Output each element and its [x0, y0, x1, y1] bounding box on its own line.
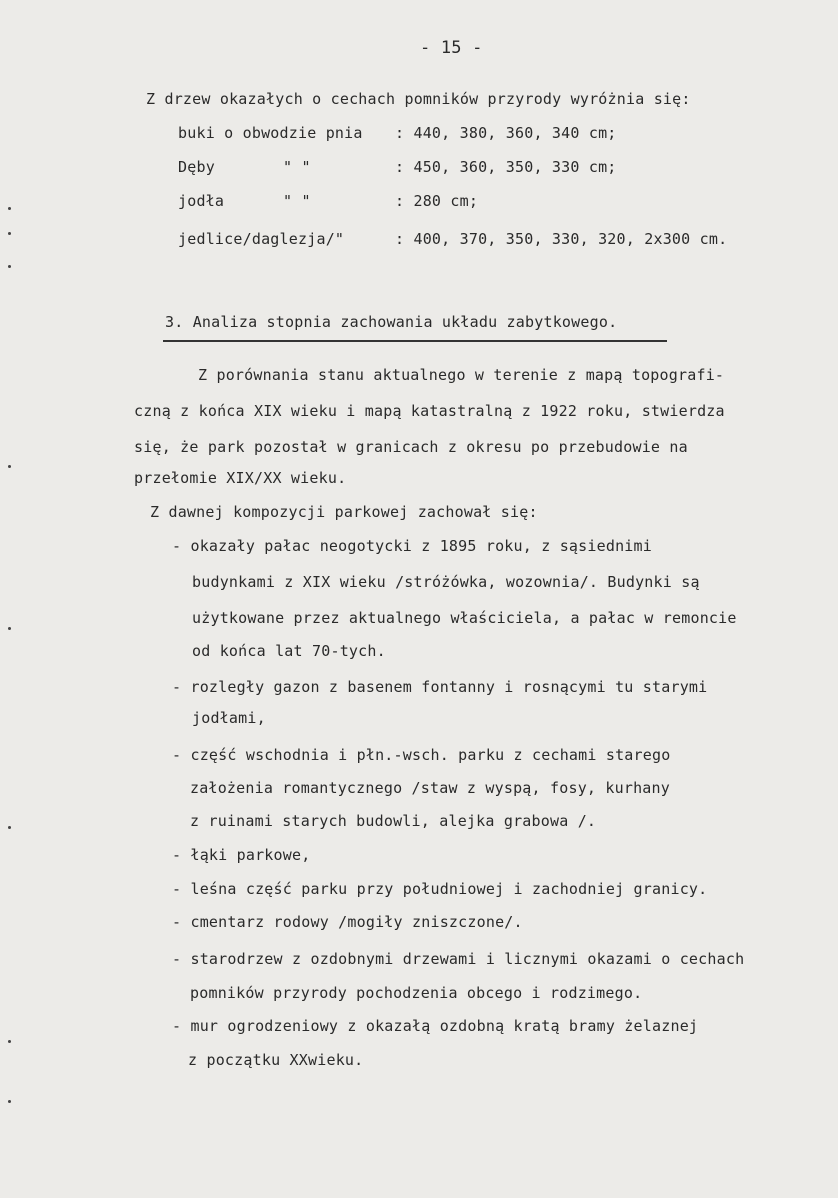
list-line: - okazały pałac neogotycki z 1895 roku, z sąsiednimi	[172, 537, 652, 555]
margin-dot	[8, 465, 11, 468]
page-number: - 15 -	[420, 38, 483, 58]
list-line: - leśna część parku przy południowej i zachodniej granicy.	[172, 880, 708, 898]
paragraph-line: Z porównania stanu aktualnego w terenie z mapą topografi-	[198, 366, 725, 384]
tree-name: jedlice/daglezja/"	[178, 230, 345, 248]
list-line: - cmentarz rodowy /mogiły zniszczone/.	[172, 913, 523, 931]
paragraph-line: przełomie XIX/XX wieku.	[134, 469, 347, 487]
ditto-marks: " "	[283, 192, 311, 210]
list-line: budynkami z XIX wieku /stróżówka, wozownia/. Budynki są	[192, 573, 700, 591]
margin-dot	[8, 1040, 11, 1043]
tree-values: : 450, 360, 350, 330 cm;	[395, 158, 617, 176]
ditto-marks: " "	[283, 158, 311, 176]
margin-dot	[8, 826, 11, 829]
list-line: pomników przyrody pochodzenia obcego i rodzimego.	[190, 984, 643, 1002]
list-line: - mur ogrodzeniowy z okazałą ozdobną kratą bramy żelaznej	[172, 1017, 699, 1035]
tree-name: Dęby	[178, 158, 215, 176]
margin-dot	[8, 207, 11, 210]
list-line: użytkowane przez aktualnego właściciela, a pałac w remoncie	[192, 609, 737, 627]
list-line: - część wschodnia i płn.-wsch. parku z cechami starego	[172, 746, 671, 764]
tree-values: : 440, 380, 360, 340 cm;	[395, 124, 617, 142]
heading-underline	[163, 340, 667, 342]
list-line: z początku XXwieku.	[188, 1051, 364, 1069]
tree-name: jodła	[178, 192, 225, 210]
section-heading: 3. Analiza stopnia zachowania układu zabytkowego.	[165, 313, 618, 331]
list-line: założenia romantycznego /staw z wyspą, fosy, kurhany	[190, 779, 670, 797]
list-line: od końca lat 70-tych.	[192, 642, 386, 660]
tree-values: : 280 cm;	[395, 192, 479, 210]
paragraph-line: się, że park pozostał w granicach z okresu po przebudowie na	[134, 438, 688, 456]
trees-intro: Z drzew okazałych o cechach pomników przyrody wyróżnia się:	[146, 90, 691, 108]
list-line: - starodrzew z ozdobnymi drzewami i licznymi okazami o cechach	[172, 950, 745, 968]
list-line: jodłami,	[192, 709, 266, 727]
paragraph-line: czną z końca XIX wieku i mapą katastralną z 1922 roku, stwierdza	[134, 402, 725, 420]
tree-name: buki o obwodzie pnia	[178, 124, 363, 142]
margin-dot	[8, 232, 11, 235]
list-intro: Z dawnej kompozycji parkowej zachował się:	[150, 503, 538, 521]
list-line: - rozległy gazon z basenem fontanny i rosnącymi tu starymi	[172, 678, 708, 696]
list-line: z ruinami starych budowli, alejka grabowa /.	[190, 812, 597, 830]
margin-dot	[8, 627, 11, 630]
list-line: - łąki parkowe,	[172, 846, 311, 864]
margin-dot	[8, 265, 11, 268]
margin-dot	[8, 1100, 11, 1103]
tree-values: : 400, 370, 350, 330, 320, 2x300 cm.	[395, 230, 728, 248]
